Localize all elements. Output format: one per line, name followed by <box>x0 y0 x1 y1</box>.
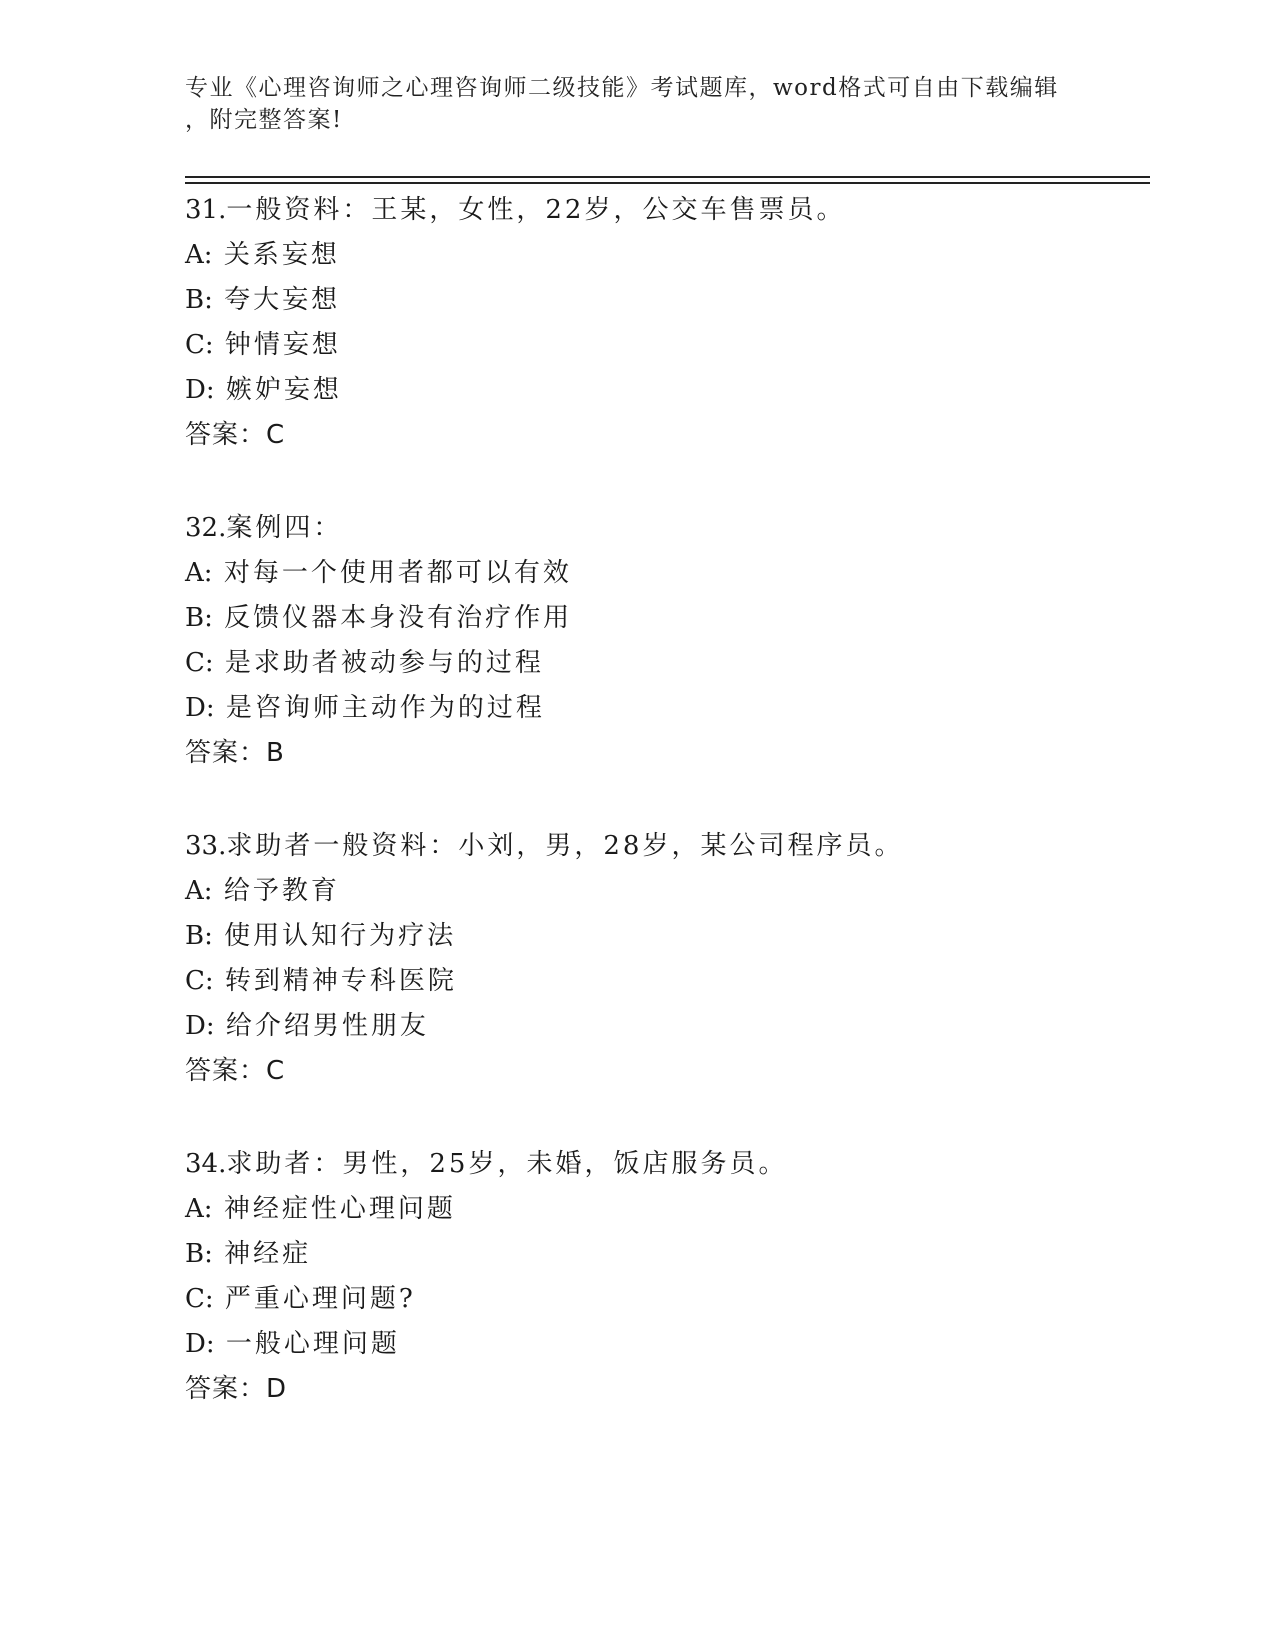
option-key: A: <box>185 1194 213 1224</box>
question-title <box>185 506 1145 551</box>
option-key: B: <box>185 921 213 951</box>
option-text: 使用认知行为疗法 <box>224 921 457 951</box>
question-34 <box>185 1142 1145 1460</box>
option-text: 对每一个使用者都可以有效 <box>223 558 572 588</box>
header-line-1: 专业《心理咨询师之心理咨询师二级技能》考试题库，word格式可自由下载编辑 <box>185 75 1059 101</box>
question-text: 求助者一般资料：小刘，男，28岁，某公司程序员。 <box>226 831 904 861</box>
answer-line <box>185 413 1145 458</box>
option-d <box>185 1322 1145 1367</box>
option-text: 给介绍男性朋友 <box>225 1011 429 1041</box>
answer-value: C <box>266 420 286 450</box>
document-header <box>185 72 1065 136</box>
option-d <box>185 1004 1145 1049</box>
option-key: A: <box>185 558 213 588</box>
question-33 <box>185 824 1145 1142</box>
question-31 <box>185 188 1145 506</box>
header-divider-bottom <box>185 182 1150 184</box>
question-number: 31. <box>185 195 227 225</box>
answer-label: 答案： <box>185 1056 267 1086</box>
option-c <box>185 959 1145 1004</box>
header-line-2: ，附完整答案! <box>185 107 343 133</box>
option-d <box>185 368 1145 413</box>
option-a <box>185 233 1145 278</box>
question-number: 32. <box>185 513 227 543</box>
option-text: 钟情妄想 <box>224 330 341 360</box>
question-text: 一般资料：王某，女性，22岁，公交车售票员。 <box>226 195 846 225</box>
question-title <box>185 824 1145 869</box>
option-c <box>185 641 1145 686</box>
option-b <box>185 596 1145 641</box>
option-b <box>185 278 1145 323</box>
option-a <box>185 869 1145 914</box>
option-key: C: <box>185 648 214 678</box>
question-32 <box>185 506 1145 824</box>
answer-value: C <box>266 1056 286 1086</box>
question-number: 34. <box>185 1149 227 1179</box>
option-text: 严重心理问题? <box>224 1284 416 1314</box>
option-text: 神经症性心理问题 <box>223 1194 456 1224</box>
option-b <box>185 914 1145 959</box>
option-key: D: <box>185 693 215 723</box>
answer-line <box>185 731 1145 776</box>
option-c <box>185 1277 1145 1322</box>
option-text: 给予教育 <box>223 876 340 906</box>
option-d <box>185 686 1145 731</box>
option-key: C: <box>185 966 214 996</box>
option-text: 一般心理问题 <box>225 1329 400 1359</box>
option-c <box>185 323 1145 368</box>
option-text: 夸大妄想 <box>224 285 341 315</box>
question-number: 33. <box>185 831 227 861</box>
option-key: B: <box>185 1239 213 1269</box>
option-key: A: <box>185 876 213 906</box>
answer-label: 答案： <box>185 738 267 768</box>
option-text: 转到精神专科医院 <box>224 966 457 996</box>
option-key: C: <box>185 330 214 360</box>
option-text: 神经症 <box>224 1239 312 1269</box>
answer-label: 答案： <box>185 420 267 450</box>
answer-line <box>185 1367 1145 1412</box>
option-key: D: <box>185 375 215 405</box>
question-list <box>185 188 1145 1460</box>
option-key: C: <box>185 1284 214 1314</box>
option-key: D: <box>185 1329 215 1359</box>
answer-line <box>185 1049 1145 1094</box>
option-key: A: <box>185 240 213 270</box>
option-text: 是求助者被动参与的过程 <box>224 648 544 678</box>
option-a <box>185 1187 1145 1232</box>
option-key: D: <box>185 1011 215 1041</box>
question-text: 案例四： <box>226 513 343 543</box>
option-key: B: <box>185 603 213 633</box>
option-text: 反馈仪器本身没有治疗作用 <box>224 603 573 633</box>
option-text: 嫉妒妄想 <box>225 375 342 405</box>
header-divider-top <box>185 176 1150 178</box>
option-a <box>185 551 1145 596</box>
answer-value: D <box>266 1374 288 1404</box>
option-text: 是咨询师主动作为的过程 <box>225 693 545 723</box>
question-title <box>185 188 1145 233</box>
answer-label: 答案： <box>185 1374 267 1404</box>
option-b <box>185 1232 1145 1277</box>
answer-value: B <box>266 738 285 768</box>
question-text: 求助者：男性，25岁，未婚，饭店服务员。 <box>226 1149 788 1179</box>
option-text: 关系妄想 <box>223 240 340 270</box>
question-title <box>185 1142 1145 1187</box>
option-key: B: <box>185 285 213 315</box>
